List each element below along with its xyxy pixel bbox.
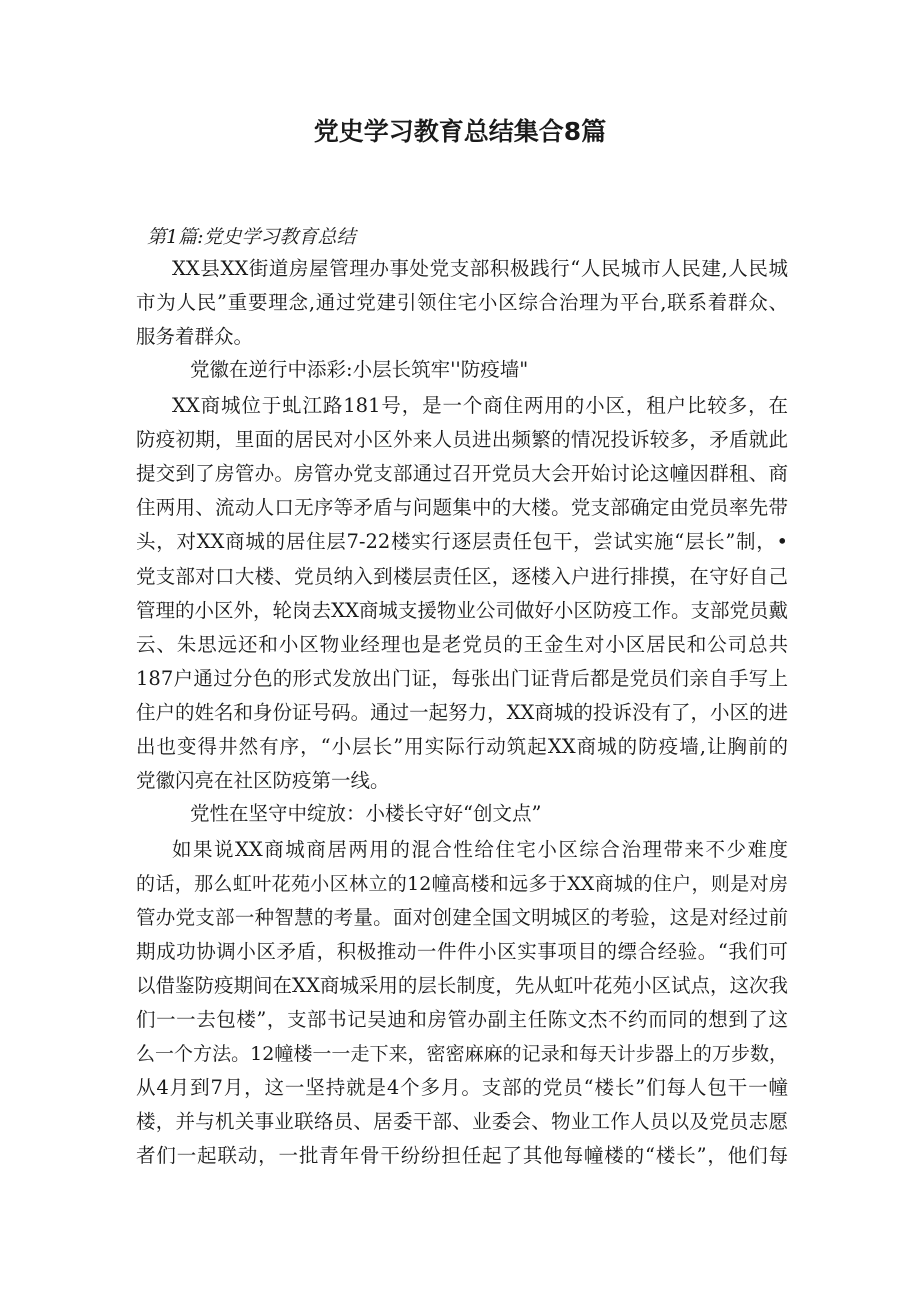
paragraph-line: 住两用、流动人口无序等矛盾与问题集中的大楼。党支部确定由党员率先带: [136, 496, 788, 519]
paragraph-line: 管办党支部一种智慧的考量。面对创建全国文明城区的考验，这是对经过前: [136, 906, 788, 929]
paragraph-line: 云、朱思远还和小区物业经理也是老党员的王金生对小区居民和公司总共: [136, 633, 788, 656]
paragraph-line: 党徽闪亮在社区防疫第一线。: [136, 769, 390, 792]
paragraph-line: 楼，并与机关事业联络员、居委干部、业委会、物业工作人员以及党员志愿: [136, 1110, 788, 1133]
subheading: 党性在坚守中绽放：小楼长守好“创文点”: [190, 802, 542, 825]
paragraph-line: 如果说XX商城商居两用的混合性给住宅小区综合治理带来不少难度: [172, 838, 788, 861]
paragraph-line: 防疫初期，里面的居民对小区外来人员进出频繁的情况投诉较多，矛盾就此: [136, 428, 788, 451]
paragraph-line: 期成功协调小区矛盾，积极推动一件件小区实事项目的缥合经验。“我们可: [136, 940, 788, 963]
paragraph-line: XX商城位于虬江路181号，是一个商住两用的小区，租户比较多，在: [172, 394, 788, 417]
paragraph-line: 的话，那么虹叶花苑小区林立的12幢高楼和远多于XX商城的住户，则是对房: [136, 873, 788, 895]
paragraph-line: 么一个方法。12幢楼一一走下来，密密麻麻的记录和每天计步器上的万步数，: [136, 1043, 788, 1065]
subheading: 党徽在逆行中添彩:小层长筑牢''防疫墙": [190, 358, 529, 381]
section-heading: 第1篇:党史学习教育总结: [147, 226, 356, 248]
paragraph-line: 管理的小区外，轮岗去XX商城支援物业公司做好小区防疫工作。支部党员戴: [136, 599, 788, 622]
paragraph-line: 服务着群众。: [136, 325, 254, 348]
paragraph-line: 党支部对口大楼、党员纳入到楼层责任区，逐楼入户进行排摸，在守好自己: [136, 565, 788, 588]
paragraph-line: 头，对XX商城的居住层7-22楼实行逐层责任包干，尝试实施“层长”制，•: [136, 530, 788, 553]
paragraph-line: 市为人民”重要理念,通过党建引领住宅小区综合治理为平台,联系着群众、: [136, 291, 788, 314]
paragraph-line: 者们一起联动，一批青年骨干纷纷担任起了其他每幢楼的“楼长”，他们每: [136, 1144, 788, 1167]
paragraph-line: 从4月到7月，这一坚持就是4个多月。支部的党员“楼长”们每人包干一幢: [136, 1076, 788, 1099]
paragraph-line: 出也变得井然有序，“小层长”用实际行动筑起XX商城的防疫墙,让胸前的: [136, 735, 788, 758]
paragraph-line: 提交到了房管办。房管办党支部通过召开党员大会开始讨论这幢因群租、商: [136, 462, 788, 485]
paragraph-line: 187户通过分色的形式发放出门证，每张出门证背后都是党员们亲自手写上: [136, 667, 788, 690]
paragraph-line: 以借鉴防疫期间在XX商城采用的层长制度，先从虹叶花苑小区试点，这次我: [136, 974, 788, 997]
paragraph-line: 住户的姓名和身份证号码。通过一起努力，XX商城的投诉没有了，小区的进: [136, 701, 788, 724]
paragraph-line: XX县XX街道房屋管理办事处党支部积极践行“人民城市人民建,人民城: [172, 257, 788, 280]
paragraph-line: 们一一去包楼”，支部书记吴迪和房管办副主任陈文杰不约而同的想到了这: [136, 1008, 788, 1031]
document-title: 党史学习教育总结集合8篇: [313, 117, 607, 146]
